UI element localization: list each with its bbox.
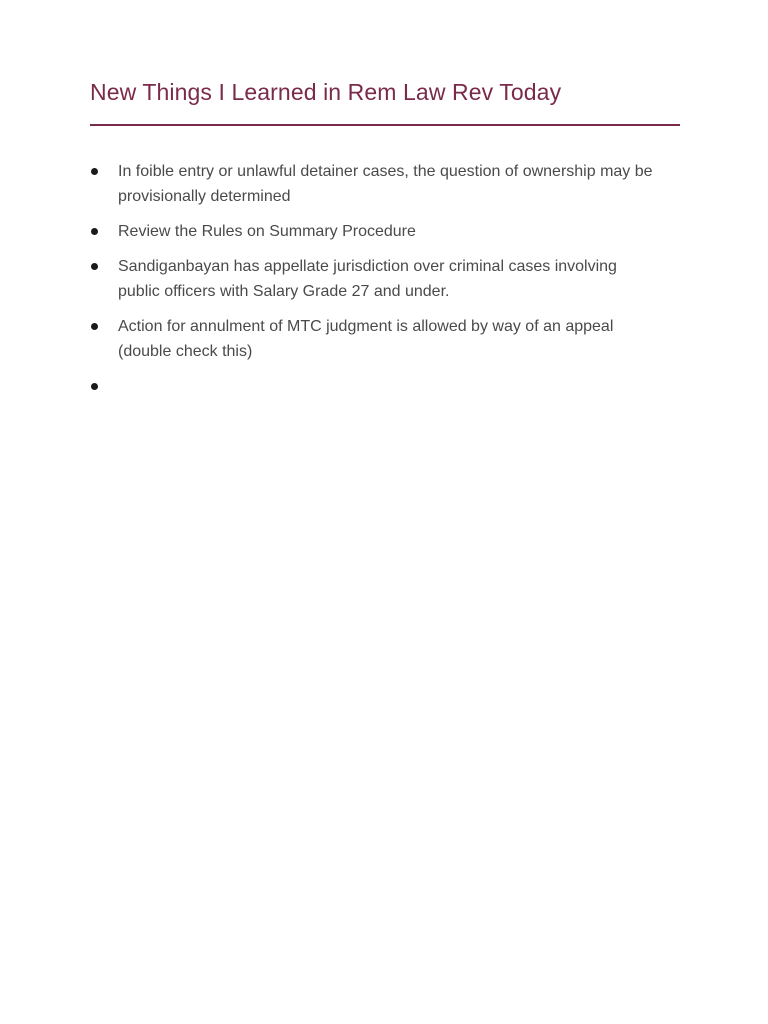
list-item	[90, 219, 658, 244]
note-text: Sandiganbayan has appellate jurisdiction over criminal cases involving public officers with Salary Grade 27 and under.	[118, 258, 617, 300]
document-title: New Things I Learned in Rem Law Rev Today	[90, 79, 562, 105]
list-item	[90, 254, 658, 304]
bullet-icon	[91, 263, 98, 270]
note-text: In foible entry or unlawful detainer cases, the question of ownership may be provisionally determined	[118, 163, 653, 205]
note-text: Review the Rules on Summary Procedure	[118, 223, 416, 240]
note-text: Action for annulment of MTC judgment is allowed by way of an appeal (double check this)	[118, 318, 614, 360]
bullet-icon	[91, 323, 98, 330]
list-item-empty	[90, 374, 658, 399]
title-divider	[90, 124, 680, 126]
bullet-icon	[91, 168, 98, 175]
notes-list	[90, 159, 680, 399]
bullet-icon	[91, 228, 98, 235]
bullet-icon	[91, 383, 98, 390]
list-item	[90, 314, 658, 364]
list-item	[90, 159, 658, 209]
